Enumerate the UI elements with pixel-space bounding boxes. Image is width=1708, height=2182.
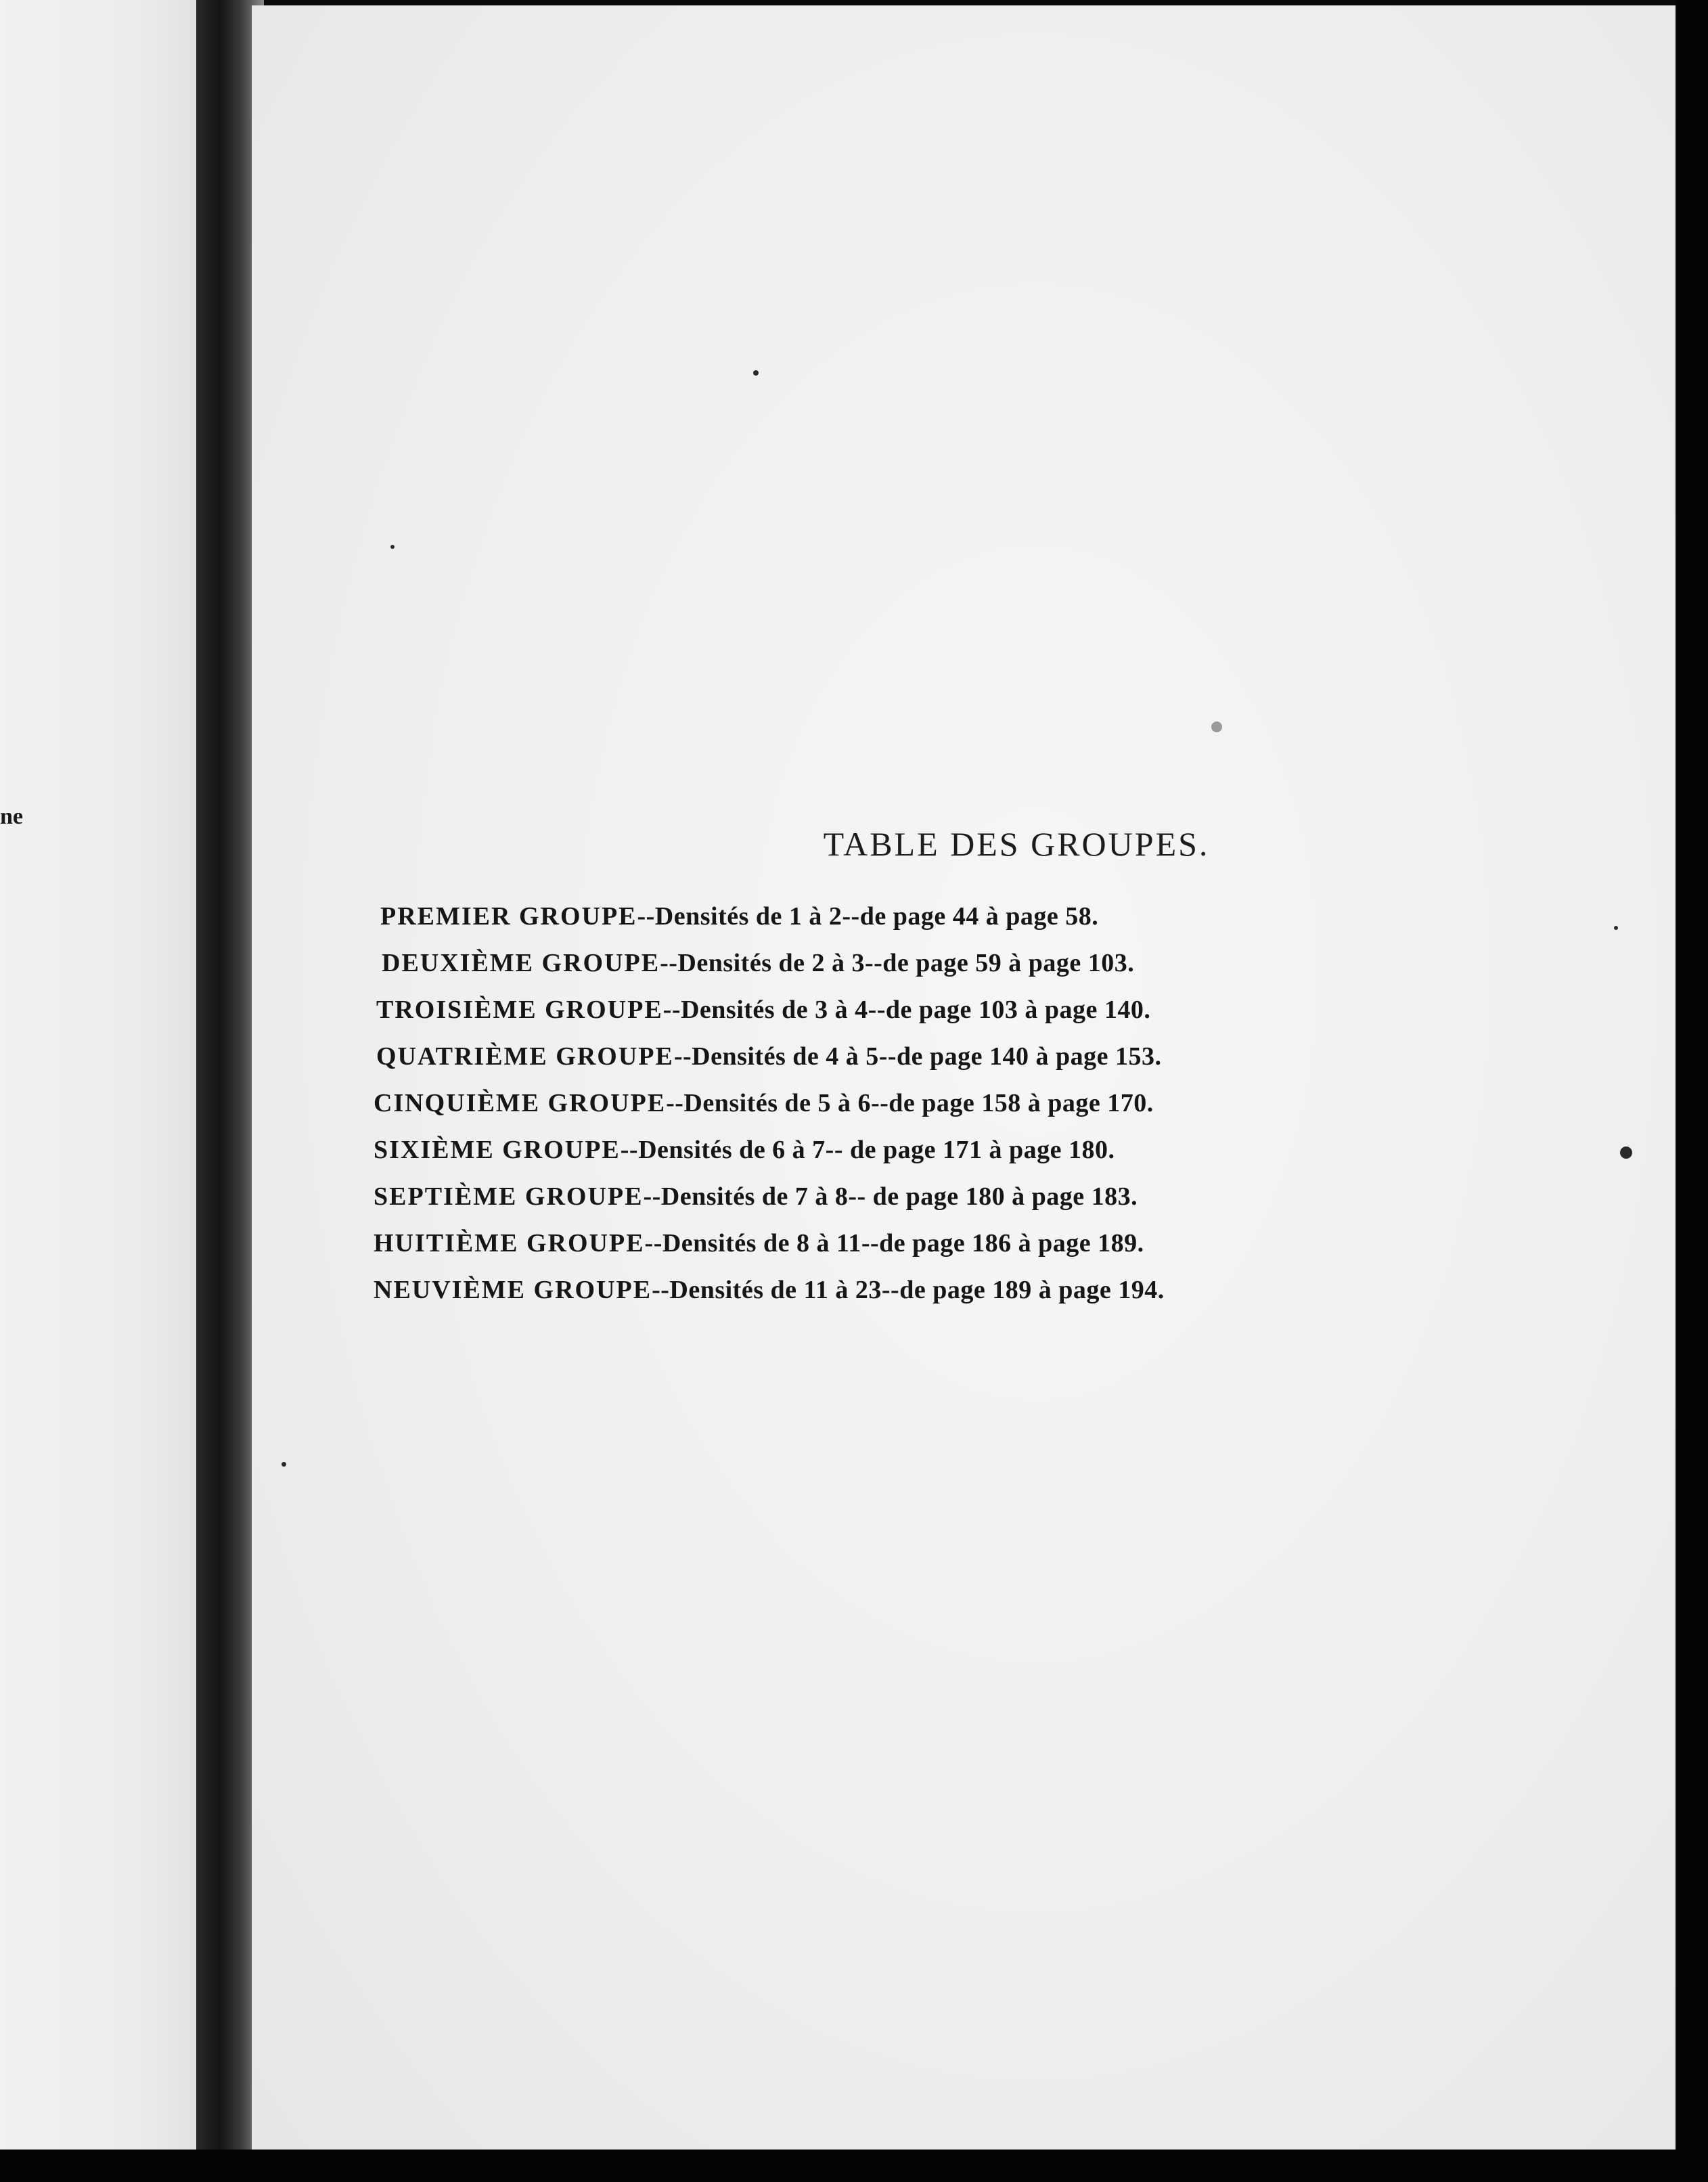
toc-entry — [374, 1080, 1565, 1127]
main-page — [252, 5, 1676, 2155]
group-detail: --Densités de 7 à 8-- de page 180 à page 183. — [643, 1182, 1138, 1211]
toc-entry — [374, 893, 1565, 940]
ink-speck — [282, 1462, 286, 1467]
group-detail: --Densités de 3 à 4--de page 103 à page 140. — [662, 996, 1151, 1024]
group-detail: --Densités de 11 à 23--de page 189 à page 194. — [652, 1276, 1165, 1304]
ink-speck — [753, 370, 759, 376]
ink-speck — [1614, 926, 1618, 930]
toc-entry — [374, 1033, 1565, 1080]
ink-speck — [390, 545, 395, 549]
scan-border-bottom — [0, 2150, 1708, 2182]
left-page-text-fragment: ne — [0, 804, 23, 829]
toc-title: TABLE DES GROUPES. — [823, 825, 1210, 863]
group-name: HUITIÈME GROUPE — [374, 1229, 645, 1257]
ink-speck — [1211, 721, 1222, 732]
group-name: SEPTIÈME GROUPE — [374, 1182, 644, 1211]
toc-entry — [374, 987, 1565, 1033]
group-detail: --Densités de 8 à 11--de page 186 à page 189. — [644, 1229, 1144, 1257]
group-detail: --Densités de 6 à 7-- de page 171 à page 180. — [620, 1136, 1115, 1164]
group-name: CINQUIÈME GROUPE — [374, 1089, 667, 1117]
scan-border-right — [1676, 0, 1708, 2182]
group-name: SIXIÈME GROUPE — [374, 1136, 621, 1164]
toc-list — [374, 893, 1565, 1314]
group-detail: --Densités de 1 à 2--de page 44 à page 58. — [637, 902, 1099, 931]
toc-entry — [374, 1220, 1565, 1267]
group-detail: --Densités de 5 à 6--de page 158 à page 170. — [666, 1089, 1154, 1117]
group-name: NEUVIÈME GROUPE — [374, 1276, 652, 1304]
ink-speck — [1620, 1146, 1632, 1159]
group-name: PREMIER GROUPE — [380, 902, 637, 931]
group-detail: --Densités de 2 à 3--de page 59 à page 103. — [660, 949, 1135, 977]
group-detail: --Densités de 4 à 5--de page 140 à page 153. — [673, 1042, 1162, 1071]
group-name: QUATRIÈME GROUPE — [376, 1042, 674, 1071]
toc-entry — [374, 940, 1565, 987]
table-of-groups — [374, 824, 1565, 1314]
toc-entry — [374, 1174, 1565, 1220]
toc-entry — [374, 1127, 1565, 1174]
group-name: DEUXIÈME GROUPE — [382, 949, 660, 977]
group-name: TROISIÈME GROUPE — [376, 996, 663, 1024]
toc-entry — [374, 1267, 1565, 1314]
left-facing-page — [0, 0, 196, 2152]
